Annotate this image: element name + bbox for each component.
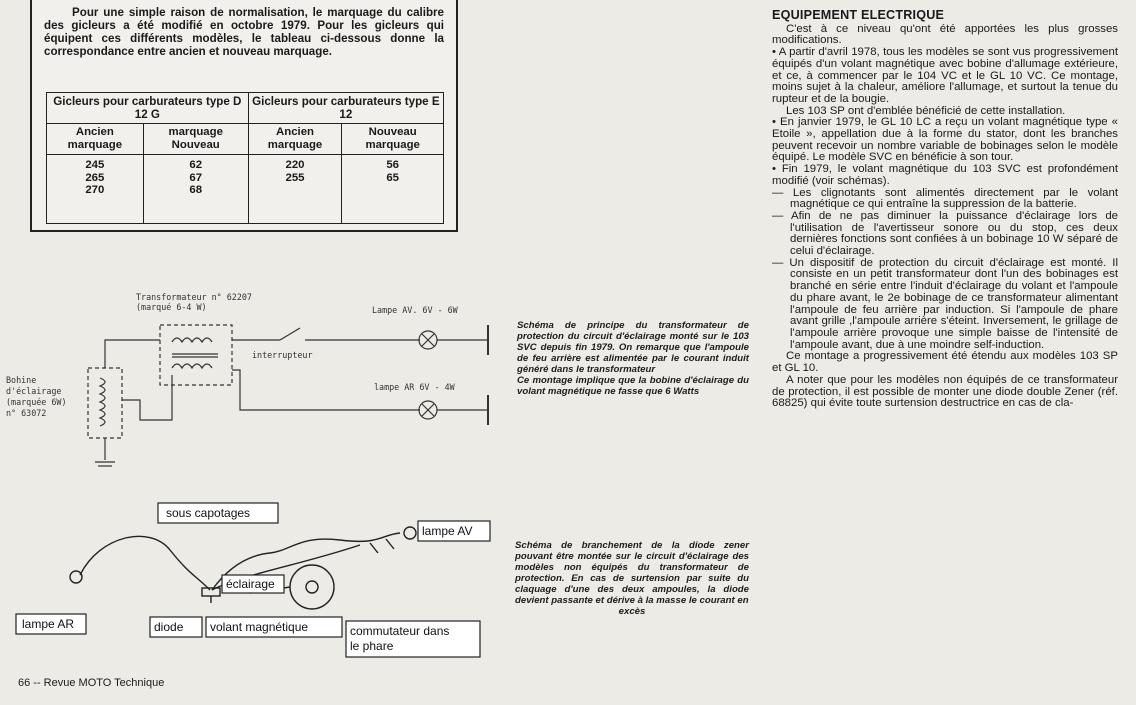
table-cell: 220 255: [248, 155, 342, 224]
table-cell: 245 265 270: [47, 155, 144, 224]
caption-text: Schéma de principe du transformateur de protection du circuit d'éclairage monté sur le 103 SVC depuis fin 1979. On remarque que l'ampoule de feu arrière est alimentée par le courant induit généré dans le transformateur: [517, 320, 749, 375]
switch-label: interrupteur: [252, 350, 313, 360]
notice-text: Pour une simple raison de normalisation, le marquage du calibre des gicleurs a été modifié en octobre 1979. Pour les gicleurs qui équipent ces différents modèles, le tableau ci-dessous donne la correspondance entre ancien et nouveau marquage.: [44, 6, 444, 58]
article-column: [772, 10, 1118, 410]
paragraph: Les 103 SP ont d'emblée bénéficié de cette installation.: [786, 104, 1066, 117]
transformer-schematic: [0, 280, 500, 480]
table-col-header: Ancien marquage: [248, 124, 342, 155]
paragraph: C'est à ce niveau qu'ont été apportées les plus grosses modifications.: [772, 22, 1118, 47]
caption-text-2: Ce montage implique que la bobine d'éclairage du volant magnétique ne fasse que 6 Watts: [517, 375, 749, 397]
table-col-header: Nouveau marquage: [342, 124, 444, 155]
transformer-label: Transformateur n° 62207: [136, 292, 252, 302]
transformer-mark-label: (marqué 6-4 W): [136, 302, 207, 312]
paragraph: • Fin 1979, le volant magnétique du 103 SVC est profondément modifié (voir schémas).: [772, 163, 1118, 187]
capots-label: sous capotages: [166, 506, 251, 520]
dash-item: — Les clignotants sont alimentés directement par le volant magnétique ce qui entraîne la suppression de la batterie.: [772, 186, 1118, 211]
jet-marking-notice: [30, 0, 458, 232]
commutateur-label-1: commutateur dans: [350, 624, 450, 638]
coil-label-2: d'éclairage: [6, 386, 62, 396]
zener-caption: [515, 540, 749, 617]
dash-item: — Afin de ne pas diminuer la puissance d'éclairage lors de l'utilisation de l'avertisseur sonore ou du stop, ces deux dernières fonctions sont confiées à un bobinage 10 W séparé de celui d'éclairage.: [772, 209, 1118, 258]
eclairage-label: éclairage: [226, 577, 275, 591]
table-group-e12: Gicleurs pour carburateurs type E 12: [248, 93, 443, 124]
paragraph: Ce montage a progressivement été étendu aux modèles 103 SP et GL 10.: [772, 350, 1118, 375]
table-cell: 56 65: [342, 155, 444, 224]
table-group-d12g: Gicleurs pour carburateurs type D 12 G: [47, 93, 249, 124]
dash-item: — Un dispositif de protection du circuit d'éclairage est monté. Il consiste en un petit transformateur dont l'un des bobinages est branché en série entre l'induit d'éclairage du volant et l'ampoule du phare avant, le 2e bobinage de ce transformateur alimentant l'ampoule de feu arrière par induction. Si l'ampoule de phare avant grille ,l'ampoule arrière s'éteint. Inversement, le grillage de l'ampoule arrière provoque une simple baisse de l'intensité de l'ampoule avant, due à une moindre self-induction.: [772, 256, 1118, 351]
table-cell: 62 67 68: [143, 155, 248, 224]
jet-correspondence-table: [46, 92, 444, 224]
paragraph: • A partir d'avril 1978, tous les modèles se sont vus progressivement équipés d'un volant magnétique avec bobine d'allumage extérieure, et ce, à commencer par le 104 VC et le GL 10 VC. Ce montage, moins sujet à la chaleur, améliore l'allumage, et surtout la tenue du rupteur et de la bougie.: [772, 46, 1118, 105]
caption-last-word: excès: [618, 606, 646, 617]
paragraph: A noter que pour les modèles non équipés de ce transformateur de protection, il est possible de monter une diode double Zener (réf. 68825) qui évite toute surtension destructrice en cas de cla-: [772, 373, 1118, 410]
diode-label: diode: [154, 620, 184, 634]
page-footer: 66 -- Revue MOTO Technique: [18, 677, 165, 689]
front-lamp-label: Lampe AV. 6V - 6W: [372, 305, 458, 315]
lampe-av-label: lampe AV: [422, 524, 473, 538]
coil-label-3: (marquée 6W): [6, 397, 67, 407]
volant-label: volant magnétique: [210, 620, 309, 634]
table-col-header: Ancien marquage: [47, 124, 144, 155]
lampe-ar-label: lampe AR: [22, 617, 75, 631]
transformer-caption: [517, 320, 749, 397]
coil-label-1: Bohine: [6, 375, 37, 385]
rear-lamp-label: lampe AR 6V - 4W: [374, 382, 455, 392]
table-col-header: marquage Nouveau: [143, 124, 248, 155]
caption-text: Schéma de branchement de la diode zener pouvant être montée sur le circuit d'éclairage des modèles non équipés du transformateur de protection. En cas de surtension par suite du claquage d'une des deux ampoules, la diode devient passante et dérive à la masse le courant en: [515, 540, 749, 606]
zener-wiring-diagram: [0, 495, 500, 665]
paragraph: • En janvier 1979, le GL 10 LC a reçu un volant magnétique type « Etoile », appellation due à la forme du stator, dont les branches peuvent recevoir un nombre variable de bobinages selon le modèle équipé. Le modèle SVC en bénéficie à son tour.: [772, 116, 1118, 164]
section-title: EQUIPEMENT ELECTRIQUE: [772, 8, 945, 22]
coil-label-4: n° 63072: [6, 408, 47, 418]
commutateur-label-2: le phare: [350, 639, 394, 653]
